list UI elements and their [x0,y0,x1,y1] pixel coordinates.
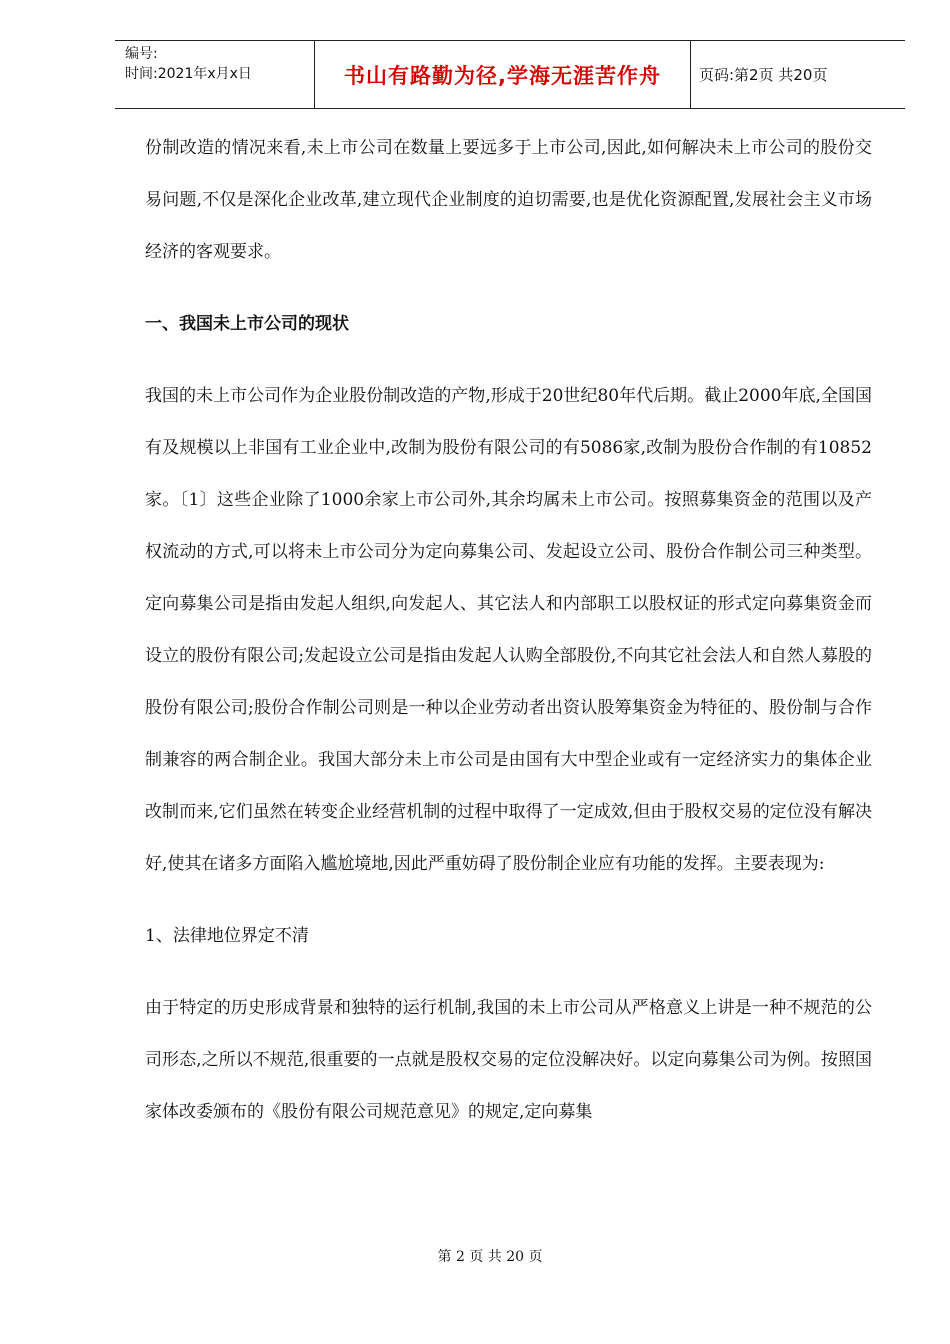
spacer [145,278,872,298]
header-meta [115,41,315,108]
subsection-paragraph: 由于特定的历史形成背景和独特的运行机制,我国的未上市公司从严格意义上讲是一种不规范的公司形态,之所以不规范,很重要的一点就是股权交易的定位没解决好。以定向募集公司为例。按照国家体改委颁布的《股份有限公司规范意见》的规定,定向募集 [145,998,872,1122]
intro-paragraph: 份制改造的情况来看,未上市公司在数量上要远多于上市公司,因此,如何解决未上市公司的股份交易问题,不仅是深化企业改革,建立现代企业制度的迫切需要,也是优化资源配置,发展社会主义市场经济的客观要求。 [145,138,872,262]
spacer [145,350,872,370]
spacer [145,890,872,910]
document-number-label: 编号: [125,46,158,62]
header-page-number: 页码:第2页 共20页 [699,66,828,84]
subsection-heading: 1、法律地位界定不清 [145,926,309,946]
document-time-label: 时间:2021年x月x日 [125,66,252,82]
header-motto: 书山有路勤为径,学海无涯苦作舟 [315,41,691,108]
page-footer: 第 2 页 共 20 页 [437,1249,543,1265]
document-body [145,122,872,1138]
page-header [115,40,905,109]
spacer [145,962,872,982]
section-paragraph: 我国的未上市公司作为企业股份制改造的产物,形成于20世纪80年代后期。截止2000年底,全国国有及规模以上非国有工业企业中,改制为股份有限公司的有5086家,改制为股份合作制的有10852家。〔1〕这些企业除了1000余家上市公司外,其余均属未上市公司。按照募集资金的范围以及产权流动的方式,可以将未上市公司分为定向募集公司、发起设立公司、股份合作制公司三种类型。定向募集公司是指由发起人组织,向发起人、其它法人和内部职工以股权证的形式定向募集资金而设立的股份有限公司;发起设立公司是指由发起人认购全部股份,不向其它社会法人和自然人募股的股份有限公司;股份合作制公司则是一种以企业劳动者出资认股筹集资金为特征的、股份制与合作制兼容的两合制企业。我国大部分未上市公司是由国有大中型企业或有一定经济实力的集体企业改制而来,它们虽然在转变企业经营机制的过程中取得了一定成效,但由于股权交易的定位没有解决好,使其在诸多方面陷入尴尬境地,因此严重妨碍了股份制企业应有功能的发挥。主要表现为: [145,386,872,874]
section-heading: 一、我国未上市公司的现状 [145,314,349,334]
